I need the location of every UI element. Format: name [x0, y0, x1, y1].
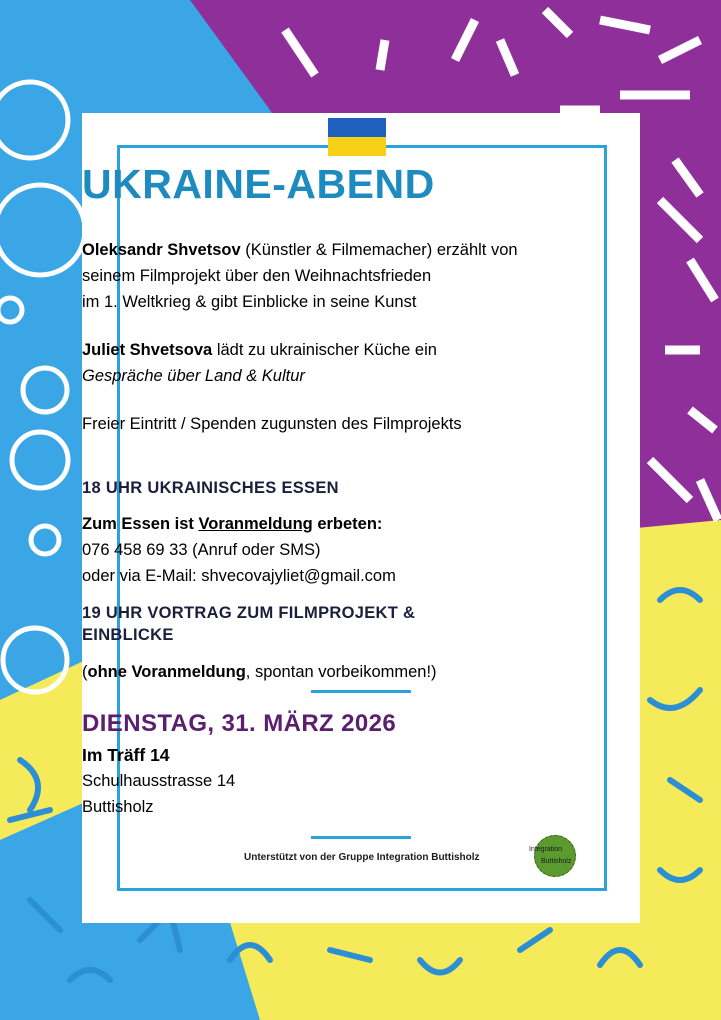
email-line: oder via E-Mail: shvecovajyliet@gmail.com: [82, 567, 396, 585]
intro-line3: im 1. Weltkrieg & gibt Einblicke in seine Kunst: [82, 293, 417, 311]
logo-line1: Integration: [529, 846, 563, 853]
intro-paragraph: [82, 237, 640, 315]
kitchen-italic: Gespräche über Land & Kultur: [82, 367, 305, 385]
talk-heading-line2: EINBLICKE: [82, 626, 174, 644]
venue-street: Schulhausstrasse 14: [82, 772, 236, 790]
venue-name: Im Träff 14: [82, 745, 170, 765]
registration-prefix: Zum Essen ist: [82, 515, 199, 533]
free-entry-text: Freier Eintritt / Spenden zugunsten des Filmprojekts: [82, 415, 462, 433]
food-heading: 18 UHR UKRAINISCHES ESSEN: [82, 479, 339, 497]
cook-name: Juliet Shvetsova: [82, 341, 213, 359]
artist-name: Oleksandr Shvetsov: [82, 241, 241, 259]
no-registration-note: [82, 659, 640, 685]
registration-underlined: Voranmeldung: [198, 515, 313, 533]
intro-line1-rest: (Künstler & Filmemacher) erzählt von: [240, 241, 518, 259]
note-rest: , spontan vorbeikommen!): [245, 663, 437, 681]
footer-text: Unterstützt von der Gruppe Integration Buttisholz: [244, 852, 480, 863]
registration-block: [82, 511, 640, 589]
intro-line2: seinem Filmprojekt über den Weihnachtsfrieden: [82, 267, 432, 285]
flyer-card: [82, 113, 640, 923]
note-bold: ohne Voranmeldung: [87, 663, 246, 681]
logo-line2: Buttisholz: [541, 858, 572, 865]
registration-suffix: erbeten:: [312, 515, 383, 533]
phone-number: 076 458 69 33 (Anruf oder SMS): [82, 541, 321, 559]
kitchen-paragraph: [82, 337, 640, 389]
note-open: (: [82, 663, 88, 681]
talk-heading-line1: 19 UHR VORTRAG ZUM FILMPROJEKT &: [82, 604, 416, 622]
venue-town: Buttisholz: [82, 798, 154, 816]
ukraine-flag-icon: [328, 118, 386, 156]
venue-block: [82, 742, 640, 820]
page-title: UKRAINE-ABEND: [82, 161, 435, 207]
talk-heading: [82, 602, 640, 646]
kitchen-rest: lädt zu ukrainischer Küche ein: [212, 341, 437, 359]
divider-top: [311, 690, 411, 693]
event-date: DIENSTAG, 31. MÄRZ 2026: [82, 710, 397, 737]
divider-bottom: [311, 836, 411, 839]
integration-logo: [529, 835, 576, 877]
